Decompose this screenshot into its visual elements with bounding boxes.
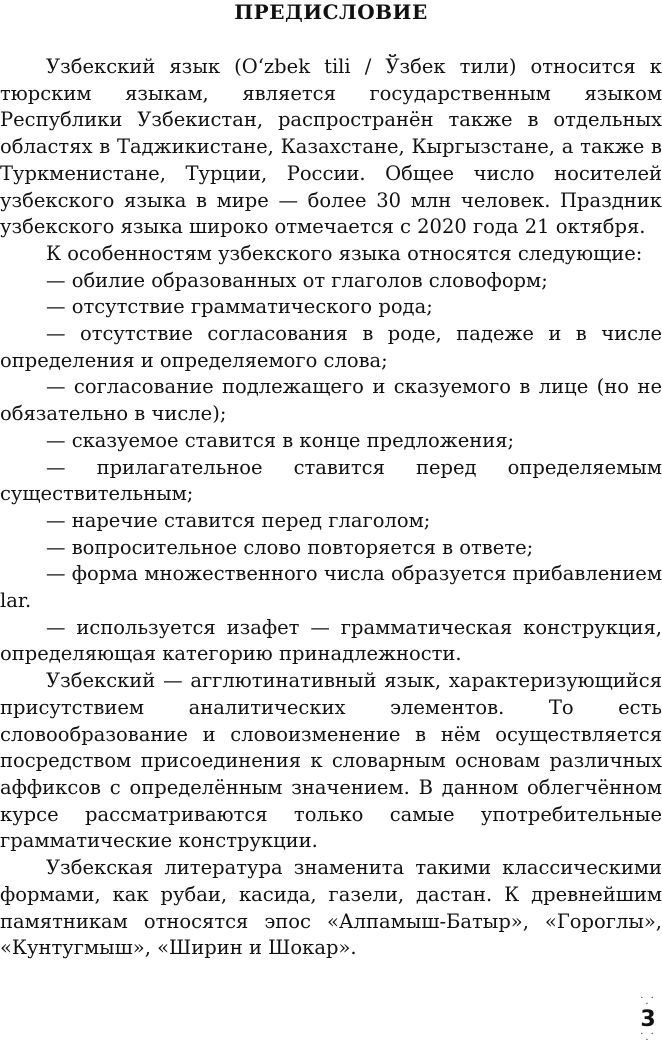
list-item: — наречие ставится перед глаголом; (46, 508, 431, 532)
paragraph-intro: Узбекский язык (Oʻzbek tili / Ўзбек тили) относится к тюрским языкам, является государственным языком Республики Узбекистан, распространён также в отдельных областях в Таджикистане, Казахстане, Кыргызстане, а также в Туркменистане, Турции, России. Общее число носителей узбекского языка в мире — более 30 млн человек. Праздник узбекского языка широко отмечается с 2020 года 21 октября. (0, 55, 662, 239)
list-item: — используется изафет — грамматическая конструкция, определяющая категорию принадлежности. (0, 615, 662, 666)
paragraph-literature: Узбекская литература знаменита такими классическими формами, как рубаи, касида, газели, дастан. К древнейшим памятникам относятся эпос «Алпамыш-Батыр», «Гороглы», «Кунтугмыш», «Ширин и Шокар». (0, 856, 662, 960)
page-number-block (636, 993, 660, 1046)
page-body (0, 54, 662, 962)
list-item: — сказуемое ставится в конце предложения; (46, 428, 515, 452)
list-item: — согласование подлежащего и сказуемого в лице (но не обязательно в числе); (0, 375, 662, 426)
page-number: 3 (640, 1007, 656, 1032)
page-number-dots-bottom: · · · (640, 1029, 656, 1046)
list-item: — отсутствие грамматического рода; (46, 295, 433, 319)
list-item: — прилагательное ставится перед определяемым существительным; (0, 455, 662, 506)
list-item: — форма множественного числа образуется прибавлением lar. (0, 562, 662, 613)
list-item: — отсутствие согласования в роде, падеже и в числе определения и определяемого слова; (0, 322, 662, 372)
list-item: — обилие образованных от глаголов словоформ; (46, 268, 548, 292)
page-number-dots-top: · · · (640, 993, 656, 1010)
paragraph-agglutinative: Узбекский — агглютинативный язык, характеризующийся присутствием аналитических элементов. То есть словообразование и словоизменение в нём осуществляется посредством присоединения к словарным основам различных аффиксов с определённым значением. В данном облегчённом курсе рассматриваются только самые употребительные грамматические конструкции. (0, 669, 662, 853)
list-item: — вопросительное слово повторяется в ответе; (46, 535, 534, 559)
paragraph-features-lead: К особенностям узбекского языка относятся следующие: (46, 241, 643, 265)
page-title: ПРЕДИСЛОВИЕ (234, 0, 428, 24)
